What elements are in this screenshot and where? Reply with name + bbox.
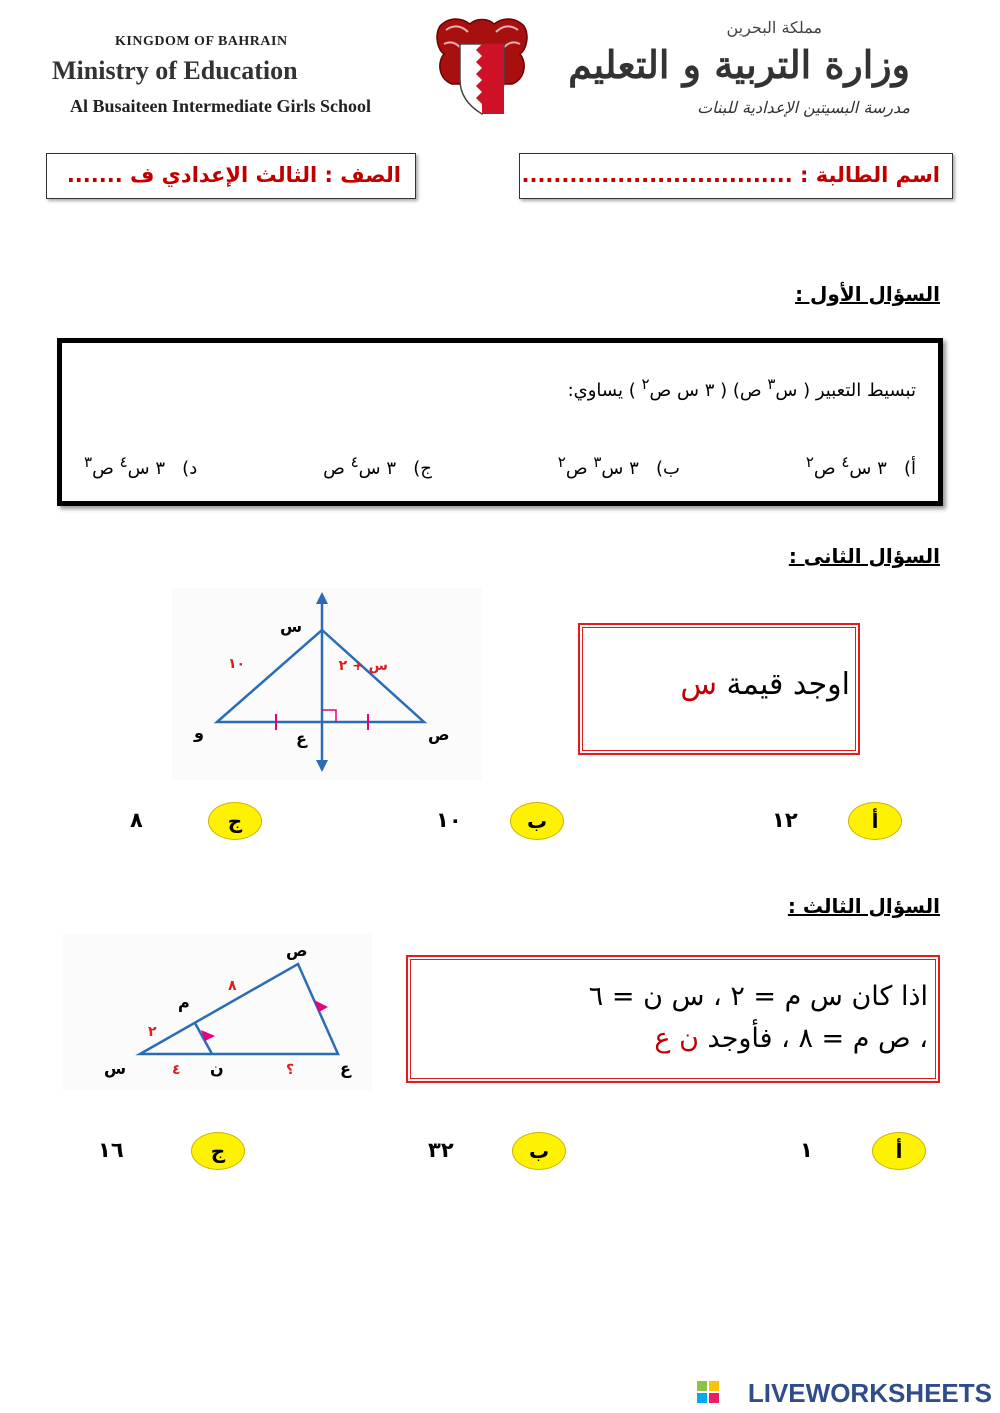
header-ar-ministry: وزارة التربية و التعليم [568, 42, 910, 87]
q3-prompt-box [406, 955, 940, 1083]
q2-prompt: اوجد قيمة س [680, 667, 850, 702]
header-ar-country: مملكة البحرين [726, 18, 822, 37]
header-ministry: Ministry of Education [52, 56, 298, 85]
q3-label-n: ن [210, 1059, 224, 1078]
q2-isosceles-triangle-diagram [172, 588, 482, 780]
q3-label-m: م [178, 993, 190, 1012]
q3-choice-b-badge[interactable]: ب [512, 1132, 566, 1170]
q1-title: السؤال الأول : [795, 282, 940, 306]
q1-option-d[interactable]: د) ٣ س$^٤$ ص$^٣$ [84, 453, 198, 479]
q2-label-right: ص [428, 725, 450, 744]
q2-label-foot: ع [296, 729, 307, 748]
q3-label-left: س [104, 1059, 127, 1078]
q3-choice-a-badge[interactable]: أ [872, 1132, 926, 1170]
q3-label-top: ص [286, 941, 308, 960]
q1-option-a[interactable]: أ) ٣ س$^٤$ ص$^٢$ [805, 453, 916, 479]
class-label: الصف : الثالث الإعدادي ف ....... [66, 163, 401, 187]
q3-label-right: ع [340, 1059, 351, 1078]
q3-prompt-line1: اذا كان س م = ٢ ، س ن = ٦ [588, 981, 928, 1012]
liveworksheets-logo-icon [697, 1381, 719, 1403]
q1-option-b[interactable]: ب) ٣ س$^٣$ ص$^٢$ [557, 453, 680, 479]
q2-choice-a-value: ١٢ [772, 808, 798, 832]
q3-choice-c-value: ١٦ [98, 1138, 124, 1162]
bahrain-emblem-icon [432, 14, 532, 120]
q2-prompt-box [578, 623, 860, 755]
header-country: KINGDOM OF BAHRAIN [115, 34, 288, 49]
header-ar-school: مدرسة البسيتين الإعدادية للبنات [697, 98, 910, 117]
student-name-label: اسم الطالبة : .................................. [521, 163, 940, 187]
q2-choice-b-badge[interactable]: ب [510, 802, 564, 840]
q3-label-sn: ٤ [172, 1062, 181, 1078]
class-field[interactable] [46, 153, 416, 199]
q3-choice-c-badge[interactable]: ج [191, 1132, 245, 1170]
q1-box [57, 338, 943, 506]
q3-choice-a-value: ١ [800, 1138, 813, 1162]
q2-choice-c-value: ٨ [130, 808, 143, 832]
q3-label-ne: ؟ [286, 1062, 295, 1078]
student-name-field[interactable] [519, 153, 953, 199]
q3-label-sm: ٢ [148, 1024, 157, 1040]
q2-label-left-side: ١٠ [228, 656, 246, 672]
q2-label-right-side: س + ٢ [338, 658, 388, 674]
q1-option-c[interactable]: ج) ٣ س$^٤$ ص [323, 453, 432, 479]
q2-choice-b-value: ١٠ [436, 808, 462, 832]
q1-options [84, 453, 916, 479]
q3-prompt-line2: ، ص م = ٨ ، فأوجد ن ع [654, 1023, 928, 1054]
q2-title: السؤال الثانى : [788, 544, 940, 568]
header-school: Al Busaiteen Intermediate Girls School [70, 96, 371, 116]
q2-label-left: و [194, 723, 204, 742]
q2-label-top: س [280, 617, 303, 636]
q1-stem: تبسيط التعبير ( س$^٣$ ص) ( ٣ س ص$^٢$ ) يساوي: [567, 375, 916, 401]
q2-choice-a-badge[interactable]: أ [848, 802, 902, 840]
q2-choice-c-badge[interactable]: ج [208, 802, 262, 840]
q3-title: السؤال الثالث : [787, 894, 940, 918]
watermark: LIVEWORKSHEETS [747, 1378, 992, 1408]
q3-choice-b-value: ٣٢ [428, 1138, 454, 1162]
q3-label-mp: ٨ [228, 978, 237, 994]
q3-triangle-diagram [62, 934, 372, 1090]
